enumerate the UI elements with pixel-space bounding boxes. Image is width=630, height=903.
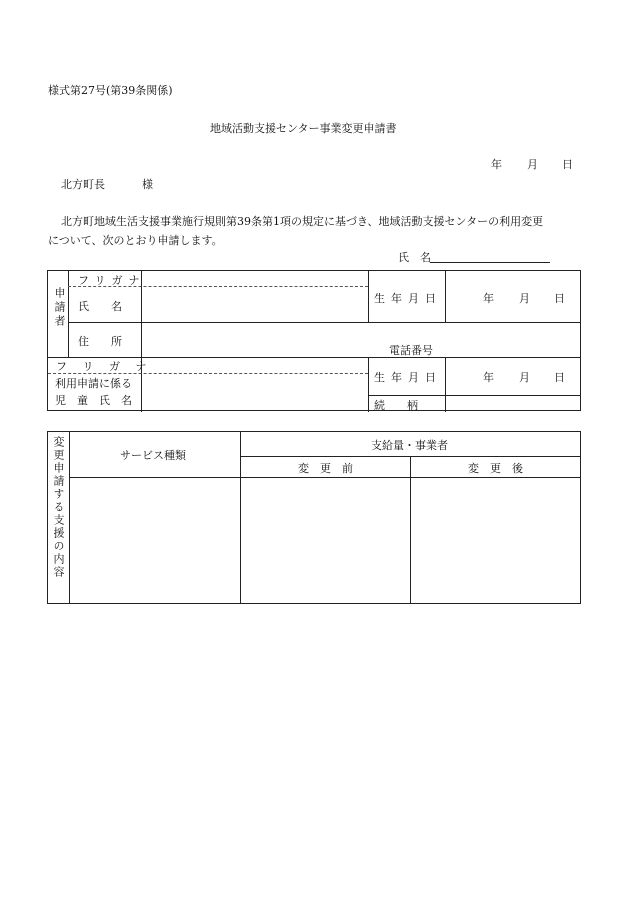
relationship-input[interactable] <box>446 396 580 411</box>
after-input[interactable] <box>411 479 580 603</box>
service-type-header: サービス種類 <box>120 449 186 462</box>
before-header: 変 更 前 <box>298 462 353 475</box>
date-day-label: 日 <box>562 158 573 171</box>
supply-header: 支給量・事業者 <box>371 439 448 452</box>
signature-label: 氏 名 <box>398 251 431 264</box>
child-birthdate-day: 日 <box>554 371 565 384</box>
child-furigana-input[interactable] <box>142 358 368 372</box>
child-birthdate-year: 年 <box>483 371 494 384</box>
child-birthdate-month: 月 <box>519 371 530 384</box>
name-input[interactable] <box>142 288 368 321</box>
birthdate-year: 年 <box>483 292 494 305</box>
service-type-input[interactable] <box>70 479 239 603</box>
change-table <box>47 431 581 604</box>
body-text-line1: 北方町地域生活支援事業施行規則第39条第1項の規定に基づき、地域活動支援センターの利用変更 <box>61 215 544 228</box>
furigana-input[interactable] <box>142 272 368 285</box>
applicant-table <box>47 270 581 411</box>
furigana-label: フリガナ <box>78 274 146 287</box>
addressee-name: 北方町長 <box>61 178 105 191</box>
birthdate-day: 日 <box>554 292 565 305</box>
phone-label: 電話番号 <box>389 344 433 357</box>
before-input[interactable] <box>241 479 409 603</box>
child-name-input[interactable] <box>142 375 368 411</box>
date-month-label: 月 <box>527 158 538 171</box>
page-title: 地域活動支援センター事業変更申請書 <box>210 122 397 135</box>
child-furigana-label: フ リ ガ ナ <box>56 360 153 373</box>
signature-underline[interactable] <box>430 262 550 263</box>
birthdate-label: 生年月日 <box>374 292 442 305</box>
change-side-label: 変更申請する支援の内容 <box>52 436 65 579</box>
address-label: 住 所 <box>78 335 122 348</box>
after-header: 変 更 後 <box>468 462 523 475</box>
date-year-label: 年 <box>491 158 502 171</box>
body-text-line2: について、次のとおり申請します。 <box>48 234 223 247</box>
applicant-side-label: 申請者 <box>53 287 66 329</box>
child-birthdate-label: 生年月日 <box>374 371 442 384</box>
address-input[interactable] <box>142 324 580 356</box>
name-label: 氏 名 <box>78 300 122 313</box>
addressee-honorific: 様 <box>142 178 153 191</box>
child-label-line1: 利用申請に係る <box>55 377 132 390</box>
relationship-label: 続 柄 <box>374 399 418 412</box>
form-number: 様式第27号(第39条関係) <box>48 84 173 97</box>
birthdate-month: 月 <box>519 292 530 305</box>
child-label-line2: 児 童 氏 名 <box>55 394 132 407</box>
